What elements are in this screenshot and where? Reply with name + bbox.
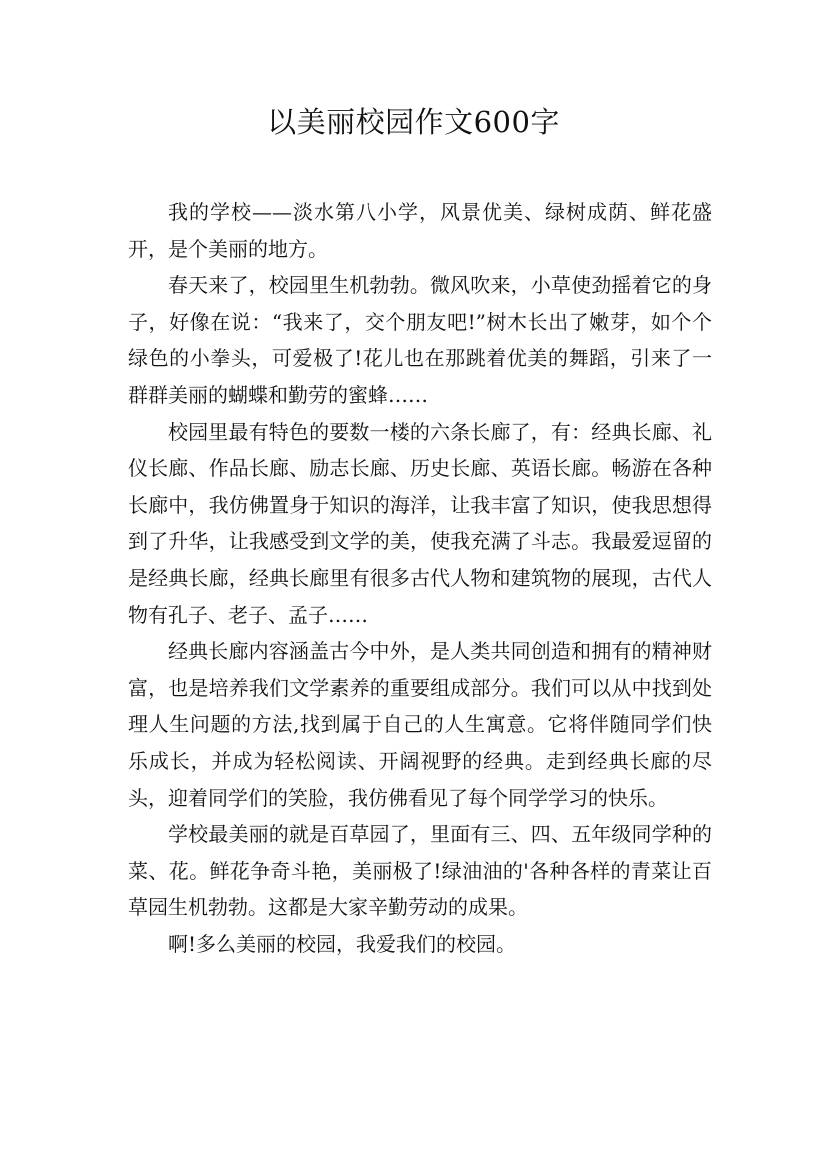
paragraph-6: 啊!多么美丽的校园，我爱我们的校园。 <box>168 931 517 956</box>
document-title: 以美丽校园作文600字 <box>267 105 560 139</box>
paragraph-5: 学校最美丽的就是百草园了，里面有三、四、五年级同学种的菜、花。鲜花争奇斗艳，美丽极了!绿油油的'各种各样的青菜让百草园生机勃勃。这都是大家辛勤劳动的成果。 <box>128 822 712 920</box>
essay-body <box>128 194 712 962</box>
paragraph-3: 校园里最有特色的要数一楼的六条长廊了，有：经典长廊、礼仪长廊、作品长廊、励志长廊、历史长廊、英语长廊。畅游在各种长廊中，我仿佛置身于知识的海洋，让我丰富了知识，使我思想得到了升华，让我感受到文学的美，使我充满了斗志。我最爱逗留的是经典长廊，经典长廊里有很多古代人物和建筑物的展现，古代人物有孔子、老子、孟子…… <box>128 419 712 627</box>
paragraph-2: 春天来了，校园里生机勃勃。微风吹来，小草使劲摇着它的身子，好像在说：“我来了，交个朋友吧!”树木长出了嫩芽，如个个绿色的小拳头，可爱极了!花儿也在那跳着优美的舞蹈，引来了一群群美丽的蝴蝶和勤劳的蜜蜂…… <box>128 273 712 407</box>
paragraph-1: 我的学校——淡水第八小学，风景优美、绿树成荫、鲜花盛开，是个美丽的地方。 <box>128 200 712 261</box>
paragraph-4: 经典长廊内容涵盖古今中外，是人类共同创造和拥有的精神财富，也是培养我们文学素养的重要组成部分。我们可以从中找到处理人生问题的方法,找到属于自己的人生寓意。它将伴随同学们快乐成长，并成为轻松阅读、开阔视野的经典。走到经典长廊的尽头，迎着同学们的笑脸，我仿佛看见了每个同学学习的快乐。 <box>128 639 712 810</box>
